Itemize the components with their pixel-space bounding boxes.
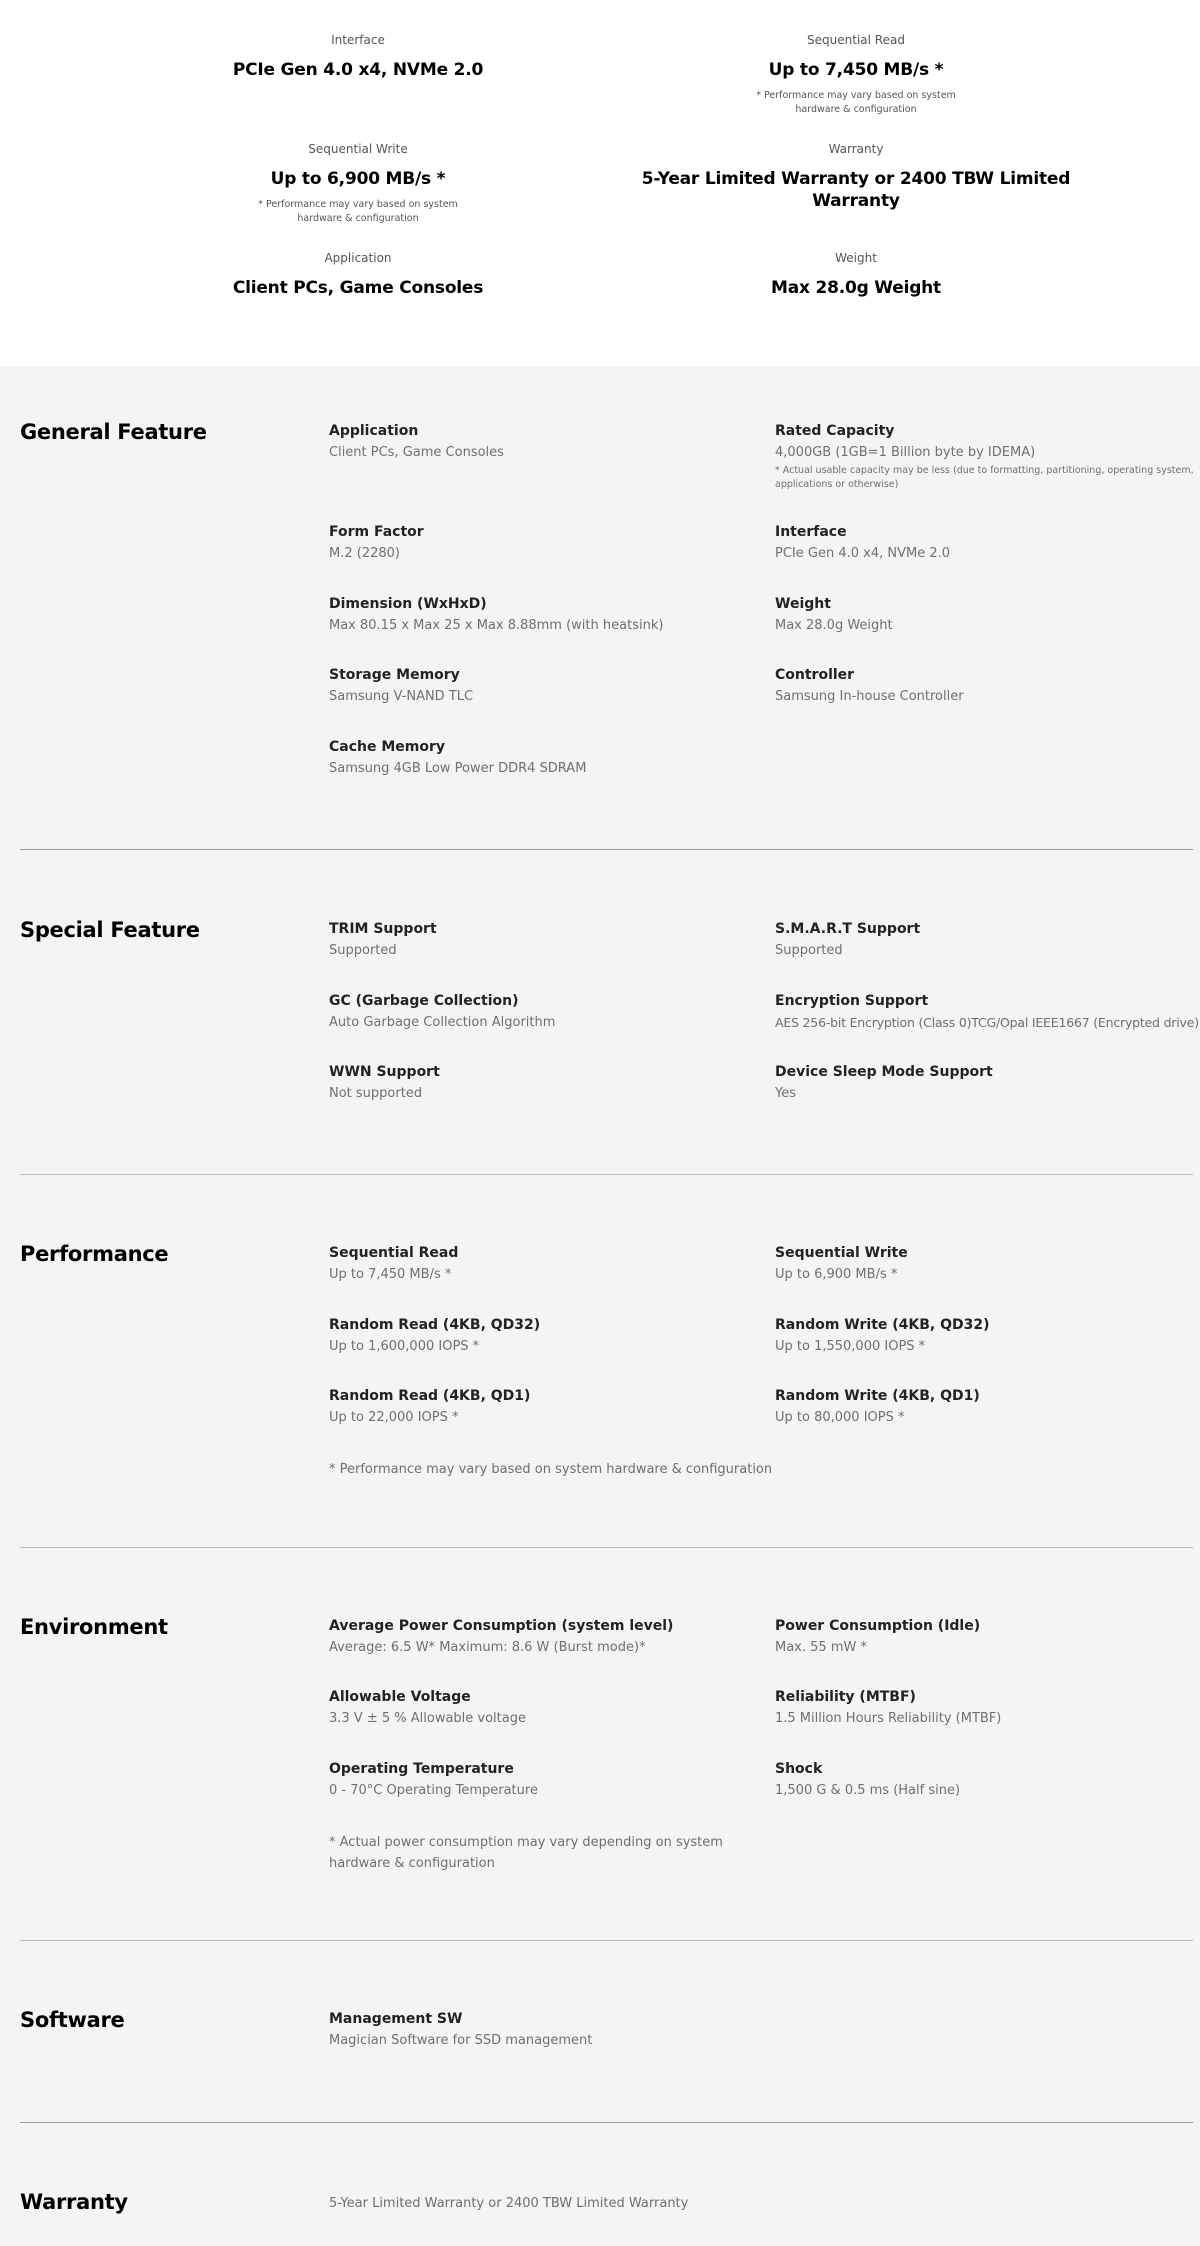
spec-item-random-read-qd1 xyxy=(329,1387,769,1427)
spec-label: Controller xyxy=(775,667,855,683)
spec-item-idle-power xyxy=(775,1617,1200,1657)
highlight-value: Up to 6,900 MB/s * xyxy=(270,169,446,189)
spec-item-allowable-voltage xyxy=(329,1688,769,1728)
section-divider xyxy=(20,1174,1193,1175)
section-title-environment: Environment xyxy=(20,1615,168,1639)
spec-note: * Actual usable capacity may be less (due to formatting, partitioning, operating system, applications or otherwise) xyxy=(775,465,1194,490)
spec-label: Interface xyxy=(775,524,847,540)
spec-label: Random Read (4KB, QD1) xyxy=(329,1388,531,1404)
highlight-application xyxy=(98,250,618,299)
section-title-warranty: Warranty xyxy=(20,2190,128,2214)
highlight-weight xyxy=(596,250,1116,299)
highlight-value: 5-Year Limited Warranty or 2400 TBW Limited Warranty xyxy=(641,169,1071,211)
spec-label: Reliability (MTBF) xyxy=(775,1689,916,1705)
spec-item-wwn-support xyxy=(329,1063,769,1103)
section-divider xyxy=(20,1940,1193,1941)
spec-value: Up to 6,900 MB/s * xyxy=(775,1267,898,1282)
section-title-performance: Performance xyxy=(20,1242,169,1266)
spec-item-controller xyxy=(775,666,1200,706)
spec-label: Dimension (WxHxD) xyxy=(329,596,487,612)
spec-value: Client PCs, Game Consoles xyxy=(329,445,504,460)
spec-value: Samsung In-house Controller xyxy=(775,689,964,704)
spec-value: Yes xyxy=(775,1086,796,1101)
spec-label: Sequential Read xyxy=(329,1245,459,1261)
highlight-label: Sequential Read xyxy=(807,33,905,47)
spec-value: 4,000GB (1GB=1 Billion byte by IDEMA) xyxy=(775,445,1036,460)
section-title-special-feature: Special Feature xyxy=(20,918,200,942)
spec-label: Average Power Consumption (system level) xyxy=(329,1618,674,1634)
environment-footnote: * Actual power consumption may vary depending on system hardware & configuration xyxy=(329,1835,723,1871)
spec-item-garbage-collection xyxy=(329,992,769,1032)
spec-value: 1.5 Million Hours Reliability (MTBF) xyxy=(775,1711,1002,1726)
spec-value: Samsung V-NAND TLC xyxy=(329,689,474,704)
highlight-label: Sequential Write xyxy=(308,142,408,156)
highlight-label: Warranty xyxy=(828,142,884,156)
highlight-label: Interface xyxy=(331,33,385,47)
spec-label: Rated Capacity xyxy=(775,423,895,439)
spec-highlights xyxy=(0,0,1200,366)
spec-label: Encryption Support xyxy=(775,993,929,1009)
highlight-note: * Performance may vary based on system hardware & configuration xyxy=(756,90,956,115)
spec-label: Operating Temperature xyxy=(329,1761,514,1777)
spec-item-storage-memory xyxy=(329,666,769,706)
spec-item-warranty xyxy=(329,2195,769,2213)
highlight-value: Client PCs, Game Consoles xyxy=(232,278,484,298)
highlight-value: Up to 7,450 MB/s * xyxy=(768,60,944,80)
spec-table xyxy=(0,366,1200,2246)
spec-item-rated-capacity xyxy=(775,422,1195,492)
spec-label: Power Consumption (Idle) xyxy=(775,1618,981,1634)
spec-item-cache-memory xyxy=(329,738,769,778)
highlight-interface xyxy=(98,32,618,81)
section-title-general-feature: General Feature xyxy=(20,420,207,444)
spec-value: Max 28.0g Weight xyxy=(775,618,893,633)
performance-footnote: * Performance may vary based on system hardware & configuration xyxy=(329,1462,773,1477)
highlight-sequential-write xyxy=(98,141,618,226)
spec-value: Max. 55 mW * xyxy=(775,1640,867,1655)
spec-value: Up to 1,550,000 IOPS * xyxy=(775,1339,926,1354)
highlight-sequential-read xyxy=(596,32,1116,117)
spec-value: Up to 80,000 IOPS * xyxy=(775,1410,905,1425)
spec-item-sequential-write xyxy=(775,1244,1200,1284)
spec-label: Random Write (4KB, QD32) xyxy=(775,1317,990,1333)
spec-label: Random Write (4KB, QD1) xyxy=(775,1388,980,1404)
section-divider xyxy=(20,849,1193,850)
highlight-label: Weight xyxy=(835,251,877,265)
spec-value: Max 80.15 x Max 25 x Max 8.88mm (with heatsink) xyxy=(329,618,664,633)
spec-item-interface xyxy=(775,523,1200,563)
spec-label: TRIM Support xyxy=(329,921,437,937)
spec-label: Random Read (4KB, QD32) xyxy=(329,1317,541,1333)
spec-label: Sequential Write xyxy=(775,1245,908,1261)
section-divider xyxy=(20,1547,1193,1548)
spec-value: Average: 6.5 W* Maximum: 8.6 W (Burst mode)* xyxy=(329,1640,646,1655)
highlight-note: * Performance may vary based on system hardware & configuration xyxy=(258,199,458,224)
spec-item-device-sleep-mode xyxy=(775,1063,1200,1103)
spec-item-random-read-qd32 xyxy=(329,1316,769,1356)
spec-label: WWN Support xyxy=(329,1064,440,1080)
spec-item-management-sw xyxy=(329,2010,769,2050)
spec-item-operating-temperature xyxy=(329,1760,769,1800)
spec-label: GC (Garbage Collection) xyxy=(329,993,519,1009)
spec-item-shock xyxy=(775,1760,1200,1800)
spec-value: 5-Year Limited Warranty or 2400 TBW Limited Warranty xyxy=(329,2196,689,2211)
spec-value: PCIe Gen 4.0 x4, NVMe 2.0 xyxy=(775,546,950,561)
spec-item-random-write-qd1 xyxy=(775,1387,1200,1427)
spec-item-average-power xyxy=(329,1617,769,1657)
spec-label: Weight xyxy=(775,596,831,612)
spec-value: Auto Garbage Collection Algorithm xyxy=(329,1015,556,1030)
spec-label: Cache Memory xyxy=(329,739,446,755)
spec-label: Application xyxy=(329,423,419,439)
spec-item-weight xyxy=(775,595,1200,635)
highlight-warranty xyxy=(596,141,1116,212)
spec-value: 1,500 G & 0.5 ms (Half sine) xyxy=(775,1783,961,1798)
spec-label: Shock xyxy=(775,1761,823,1777)
spec-item-reliability xyxy=(775,1688,1200,1728)
spec-label: Allowable Voltage xyxy=(329,1689,471,1705)
spec-value: Up to 1,600,000 IOPS * xyxy=(329,1339,480,1354)
spec-value: M.2 (2280) xyxy=(329,546,400,561)
spec-value: 3.3 V ± 5 % Allowable voltage xyxy=(329,1711,526,1726)
spec-value: Not supported xyxy=(329,1086,423,1101)
spec-item-application xyxy=(329,422,769,462)
highlight-value: Max 28.0g Weight xyxy=(770,278,941,298)
spec-item-smart-support xyxy=(775,920,1200,960)
spec-label: S.M.A.R.T Support xyxy=(775,921,921,937)
spec-item-form-factor xyxy=(329,523,769,563)
spec-value: Supported xyxy=(775,943,843,958)
spec-item-dimension xyxy=(329,595,769,635)
section-title-software: Software xyxy=(20,2008,125,2032)
spec-value: Magician Software for SSD management xyxy=(329,2033,593,2048)
spec-value: AES 256-bit Encryption (Class 0)TCG/Opal IEEE1667 (Encrypted drive) xyxy=(775,1015,1199,1030)
highlight-label: Application xyxy=(324,251,392,265)
spec-value: Samsung 4GB Low Power DDR4 SDRAM xyxy=(329,761,587,776)
spec-value: 0 - 70°C Operating Temperature xyxy=(329,1783,538,1798)
spec-value: Supported xyxy=(329,943,397,958)
spec-label: Storage Memory xyxy=(329,667,460,683)
spec-label: Device Sleep Mode Support xyxy=(775,1064,993,1080)
spec-item-random-write-qd32 xyxy=(775,1316,1200,1356)
spec-label: Form Factor xyxy=(329,524,424,540)
spec-value: Up to 7,450 MB/s * xyxy=(329,1267,452,1282)
spec-item-encryption-support xyxy=(775,992,1199,1032)
highlight-value: PCIe Gen 4.0 x4, NVMe 2.0 xyxy=(232,60,484,80)
spec-value: Up to 22,000 IOPS * xyxy=(329,1410,459,1425)
spec-item-trim-support xyxy=(329,920,769,960)
spec-item-sequential-read xyxy=(329,1244,769,1284)
spec-label: Management SW xyxy=(329,2011,463,2027)
section-divider xyxy=(20,2122,1193,2123)
